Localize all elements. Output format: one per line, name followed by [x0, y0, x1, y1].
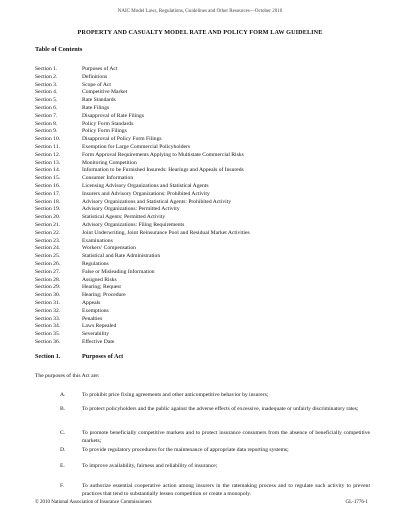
- toc-entry-title: Consumer Information: [82, 175, 134, 182]
- toc-entry-title: Assigned Risks: [82, 276, 117, 283]
- toc-entry-number: Section 18.: [35, 198, 61, 205]
- toc-entry-number: Section 24.: [35, 245, 61, 252]
- toc-entry-number: Section 11.: [35, 143, 60, 150]
- toc-entry: [35, 339, 375, 347]
- toc-entry-title: Rate Filings: [82, 104, 110, 111]
- toc-entry-title: Appeals: [82, 299, 101, 306]
- purpose-item: [35, 447, 370, 455]
- purpose-item-label: C.: [60, 430, 66, 436]
- toc-entry-title: Advisory Organizations and Statistical Agents: Prohibited Activity: [82, 198, 232, 205]
- toc-entry-number: Section 28.: [35, 276, 61, 283]
- toc-entry-title: Hearing; Procedure: [82, 292, 126, 299]
- toc-entry-number: Section 16.: [35, 182, 61, 189]
- toc-entry-number: Section 3.: [35, 81, 58, 88]
- toc-entry-title: Disapproval of Policy Form Filings: [82, 136, 162, 143]
- purpose-item-text: To authorize essential cooperative action among insurers in the ratemaking process and to regulate such activity to prevent practices that tend to substantially lessen competition or create a monopoly.: [82, 483, 370, 497]
- toc-entry: [35, 82, 375, 90]
- purpose-item-label: D.: [60, 447, 66, 453]
- toc-entry: [35, 292, 375, 300]
- copyright-footer: © 2010 National Association of Insurance Commissioners: [35, 500, 152, 505]
- toc-entry-title: Exemption for Large Commercial Policyholders: [82, 143, 191, 150]
- toc-entry-number: Section 22.: [35, 229, 61, 236]
- toc-entry: [35, 175, 375, 183]
- toc-entry-number: Section 13.: [35, 159, 61, 166]
- toc-entry-title: Severability: [82, 331, 110, 338]
- toc-entry: [35, 284, 375, 292]
- toc-heading: Table of Contents: [35, 46, 83, 53]
- toc-entry-number: Section 5.: [35, 97, 58, 104]
- toc-entry: [35, 199, 375, 207]
- toc-entry-number: Section 31.: [35, 299, 61, 306]
- toc-entry-title: Information to be Furnished Insureds: Hearings and Appeals of Insureds: [82, 167, 244, 174]
- toc-entry-number: Section 15.: [35, 175, 61, 182]
- toc-entry-number: Section 6.: [35, 104, 58, 111]
- toc-entry: [35, 97, 375, 105]
- toc-entry-title: Disapproval of Rate Filings: [82, 112, 144, 119]
- table-of-contents: [35, 66, 375, 347]
- document-title: PROPERTY AND CASUALTY MODEL RATE AND POLICY FORM LAW GUIDELINE: [77, 29, 323, 36]
- purpose-item: [35, 406, 370, 414]
- toc-entry-title: Policy Form Standards: [82, 120, 134, 127]
- toc-entry-title: Competitive Market: [82, 89, 128, 96]
- toc-entry: [35, 152, 375, 160]
- purpose-item-label: E.: [60, 463, 65, 469]
- toc-entry: [35, 238, 375, 246]
- toc-entry: [35, 222, 375, 230]
- toc-entry: [35, 167, 375, 175]
- toc-entry: [35, 230, 375, 238]
- toc-entry-title: Licensing Advisory Organizations and Statistical Agents: [82, 182, 209, 189]
- page-number-footer: GL-1776-1: [345, 500, 368, 505]
- toc-entry-title: Laws Repealed: [82, 323, 117, 330]
- toc-entry: [35, 323, 375, 331]
- toc-entry-number: Section 7.: [35, 112, 58, 119]
- toc-entry: [35, 74, 375, 82]
- purpose-item-text: To improve availability, fairness and reliability of insurance;: [82, 463, 218, 469]
- toc-entry: [35, 277, 375, 285]
- purpose-item-label: B.: [60, 406, 66, 412]
- toc-entry: [35, 183, 375, 191]
- toc-entry-title: Advisory Organizations: Filing Requirements: [82, 221, 185, 228]
- toc-entry: [35, 121, 375, 129]
- toc-entry: [35, 316, 375, 324]
- purpose-item: [35, 483, 370, 498]
- toc-entry: [35, 261, 375, 269]
- toc-entry-number: Section 2.: [35, 73, 58, 80]
- toc-entry-number: Section 30.: [35, 292, 61, 299]
- purpose-item-label: F.: [60, 483, 65, 489]
- toc-entry-number: Section 20.: [35, 214, 61, 221]
- toc-entry-title: Workers’ Compensation: [82, 245, 136, 252]
- toc-entry-title: Effective Date: [82, 338, 115, 345]
- toc-entry-number: Section 35.: [35, 331, 61, 338]
- toc-entry-title: Examinations: [82, 237, 113, 244]
- toc-entry-number: Section 19.: [35, 206, 61, 213]
- toc-entry-number: Section 17.: [35, 190, 61, 197]
- toc-entry: [35, 269, 375, 277]
- toc-entry: [35, 308, 375, 316]
- toc-entry-number: Section 9.: [35, 128, 58, 135]
- toc-entry-title: Definitions: [82, 73, 108, 80]
- toc-entry: [35, 136, 375, 144]
- purpose-item: [35, 463, 370, 471]
- toc-entry: [35, 105, 375, 113]
- toc-entry-number: Section 34.: [35, 323, 61, 330]
- toc-entry-title: Rate Standards: [82, 97, 116, 104]
- toc-entry-number: Section 8.: [35, 120, 58, 127]
- purpose-item: [35, 430, 370, 445]
- toc-entry-number: Section 14.: [35, 167, 61, 174]
- running-head: NAIC Model Laws, Regulations, Guidelines and Other Resources—October 2010: [117, 9, 283, 14]
- toc-entry: [35, 89, 375, 97]
- toc-entry-title: False or Misleading Information: [82, 268, 155, 275]
- toc-entry-title: Purposes of Act: [82, 66, 118, 72]
- purpose-item-text: To promote beneficially competitive markets and to protect insurance consumers from the absence of beneficially competitive markets;: [82, 430, 370, 444]
- toc-entry-number: Section 23.: [35, 237, 61, 244]
- toc-entry: [35, 66, 375, 74]
- toc-entry-number: Section 33.: [35, 315, 61, 322]
- toc-entry: [35, 128, 375, 136]
- section-title: Purposes of Act: [82, 353, 124, 360]
- toc-entry-number: Section 36.: [35, 338, 61, 345]
- toc-entry-number: Section 29.: [35, 284, 61, 291]
- toc-entry-title: Exemptions: [82, 307, 109, 314]
- toc-entry: [35, 191, 375, 199]
- toc-entry-title: Penalties: [82, 315, 103, 322]
- toc-entry-number: Section 27.: [35, 268, 61, 275]
- toc-entry-title: Statistical Agents: Permitted Activity: [82, 214, 166, 221]
- toc-entry: [35, 245, 375, 253]
- toc-entry: [35, 331, 375, 339]
- purpose-item-text: To provide regulatory procedures for the maintenance of appropriate data reporting systems;: [82, 447, 289, 453]
- purpose-item-text: To prohibit price fixing agreements and other anticompetitive behavior by insurers;: [82, 392, 269, 398]
- toc-entry: [35, 300, 375, 308]
- toc-entry-title: Monitoring Competition: [82, 159, 137, 166]
- toc-entry-number: Section 1.: [35, 66, 58, 72]
- toc-entry-number: Section 21.: [35, 221, 61, 228]
- toc-entry-number: Section 26.: [35, 260, 61, 267]
- toc-entry: [35, 206, 375, 214]
- toc-entry-number: Section 25.: [35, 253, 61, 260]
- toc-entry-title: Joint Underwriting, Joint Reinsurance Pool and Residual Market Activities: [82, 229, 250, 236]
- toc-entry-title: Form Approval Requirements Applying to Multistate Commercial Risks: [82, 151, 244, 158]
- toc-entry-number: Section 10.: [35, 136, 61, 143]
- toc-entry-title: Advisory Organizations: Permitted Activity: [82, 206, 180, 213]
- toc-entry-number: Section 4.: [35, 89, 58, 96]
- toc-entry-title: Policy Form Filings: [82, 128, 127, 135]
- toc-entry-title: Hearing; Request: [82, 284, 121, 291]
- toc-entry-title: Insurers and Advisory Organizations: Prohibited Activity: [82, 190, 210, 197]
- section-intro: The purposes of this Act are:: [35, 373, 100, 379]
- toc-entry-title: Regulations: [82, 260, 109, 267]
- toc-entry-title: Statistical and Rate Administration: [82, 253, 161, 260]
- toc-entry: [35, 214, 375, 222]
- toc-entry-title: Scope of Act: [82, 81, 111, 88]
- purpose-item-text: To protect policyholders and the public against the adverse effects of excessive, inadequate or unfairly discriminatory rates;: [82, 406, 359, 412]
- toc-entry-number: Section 12.: [35, 151, 61, 158]
- purpose-item: [35, 392, 370, 400]
- toc-entry: [35, 113, 375, 121]
- section-number: Section 1.: [35, 353, 61, 360]
- toc-entry: [35, 253, 375, 261]
- toc-entry: [35, 144, 375, 152]
- toc-entry-number: Section 32.: [35, 307, 61, 314]
- purpose-item-label: A.: [60, 392, 66, 398]
